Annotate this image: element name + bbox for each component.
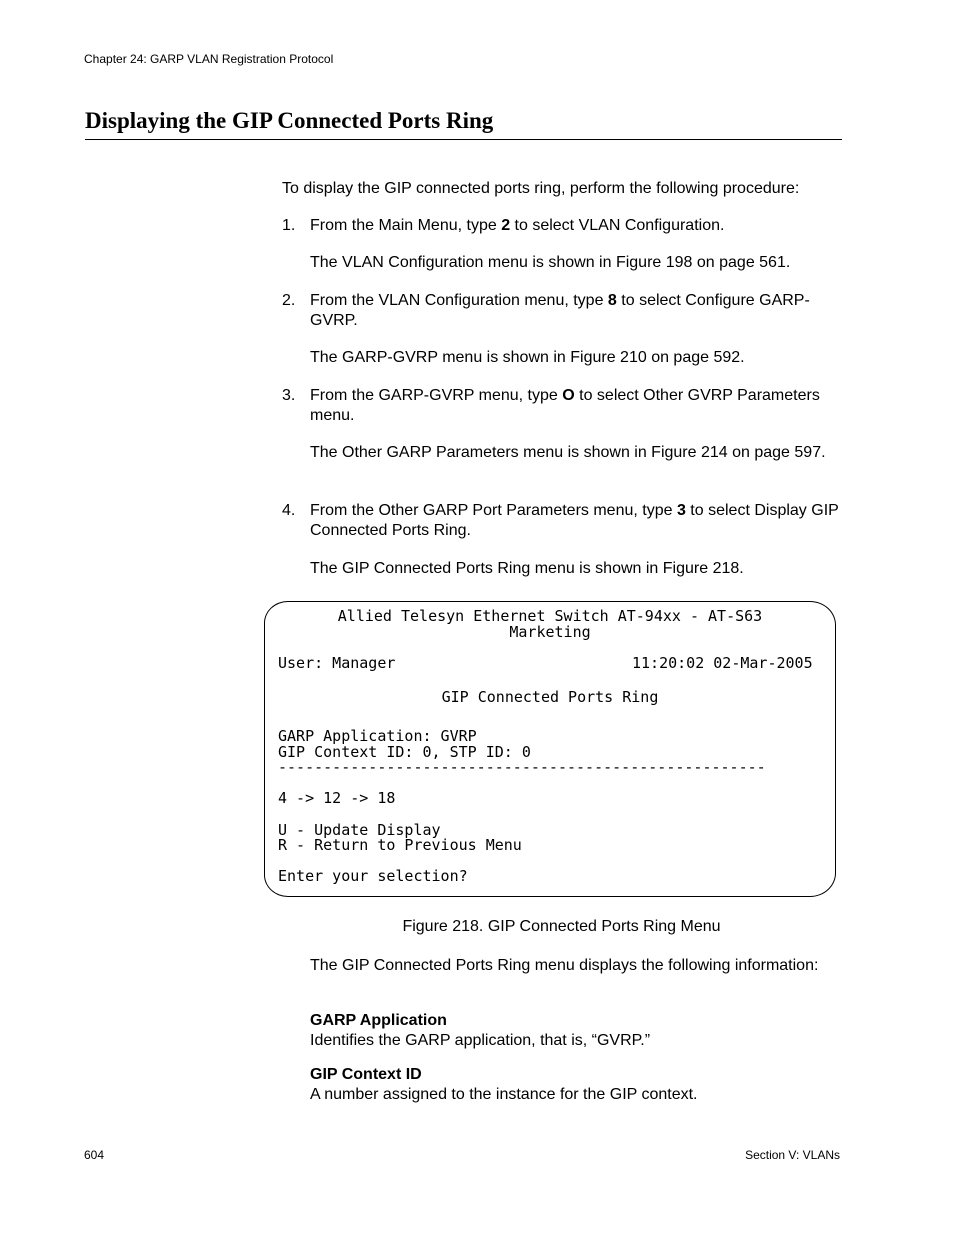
step-text: From the VLAN Configuration menu, type 8 to select Configure GARP-GVRP. — [310, 292, 810, 329]
title-rule — [85, 139, 842, 140]
section-title: Displaying the GIP Connected Ports Ring — [85, 108, 494, 133]
step-number: 1. — [282, 217, 296, 234]
step-number: 4. — [282, 502, 296, 519]
screen-garp-application: GARP Application: GVRP — [278, 727, 477, 745]
definition-text: A number assigned to the instance for the GIP context. — [310, 1086, 698, 1103]
running-head: Chapter 24: GARP VLAN Registration Protocol — [84, 52, 334, 66]
step-text: From the Other GARP Port Parameters menu, type 3 to select Display GIP Connected Ports Ring. — [310, 502, 839, 539]
screen-timestamp: 11:20:02 02-Mar-2005 — [632, 654, 813, 672]
key-label: 3 — [676, 502, 686, 519]
screen-context-id: GIP Context ID: 0, STP ID: 0 — [278, 743, 531, 761]
figure-caption: Figure 218. GIP Connected Ports Ring Menu — [402, 918, 721, 935]
key-label: O — [562, 387, 575, 404]
footer-section: Section V: VLANs — [745, 1148, 840, 1162]
screen-user: User: Manager — [278, 654, 396, 672]
definition-term: GIP Context ID — [310, 1066, 422, 1083]
screen-banner-line1: Allied Telesyn Ethernet Switch AT-94xx - AT-S63 — [337, 607, 763, 625]
screen-option-update: U - Update Display — [278, 821, 441, 839]
definition-text: Identifies the GARP application, that is, “GVRP.” — [310, 1032, 651, 1049]
step-text: From the GARP-GVRP menu, type O to select Other GVRP Parameters menu. — [310, 387, 820, 424]
step-note: The Other GARP Parameters menu is shown in Figure 214 on page 597. — [310, 444, 826, 461]
definition-term: GARP Application — [310, 1012, 447, 1029]
step-number: 2. — [282, 292, 296, 309]
key-label: 8 — [607, 292, 617, 309]
step-note: The VLAN Configuration menu is shown in Figure 198 on page 561. — [310, 254, 791, 271]
step-text: From the Main Menu, type 2 to select VLAN Configuration. — [310, 217, 725, 234]
screen-option-return: R - Return to Previous Menu — [278, 836, 522, 854]
step-note: The GARP-GVRP menu is shown in Figure 210 on page 592. — [310, 349, 745, 366]
screen-ring: 4 -> 12 -> 18 — [278, 789, 396, 807]
key-label: 2 — [501, 217, 511, 234]
screen-prompt: Enter your selection? — [278, 867, 468, 885]
step-number: 3. — [282, 387, 296, 404]
screen-banner-line2: Marketing — [509, 623, 591, 641]
page-number: 604 — [84, 1148, 105, 1162]
screen-menu-title: GIP Connected Ports Ring — [441, 688, 659, 706]
screen-separator: ------------------------------------------------------ — [278, 758, 766, 776]
intro-paragraph: To display the GIP connected ports ring, perform the following procedure: — [282, 180, 800, 197]
description-paragraph: The GIP Connected Ports Ring menu displays the following information: — [310, 957, 819, 974]
step-note: The GIP Connected Ports Ring menu is shown in Figure 218. — [310, 560, 744, 577]
